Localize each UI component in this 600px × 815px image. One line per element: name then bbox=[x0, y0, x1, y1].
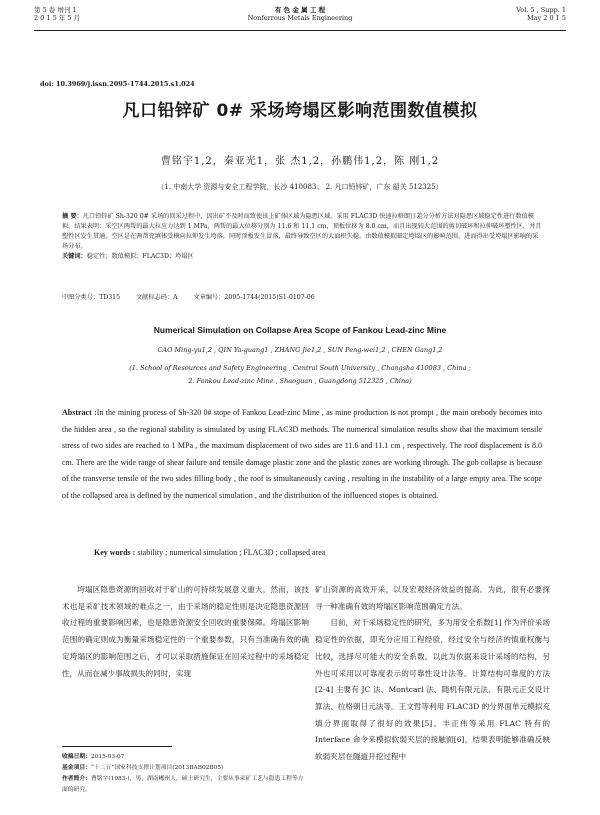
header-date-en: May 2 0 1 5 bbox=[526, 14, 566, 22]
classification-meta bbox=[62, 293, 542, 302]
cn-keywords-label: 关键词： bbox=[62, 253, 87, 260]
body-paragraph: 目前，对于采场稳定性的研究，多为用安全系数[1] 作为评价采场稳定性的依据，即充分应用工程经验，经过安全与经济的慎重权衡与比较，选择尽可能大的安全系数，以此为依据来设计采场的结构，另外也可采用以可靠度表示的可靠性设计法等。计算结构可靠度的方法[2-4] 主要有 JC 法、Montcarl 法、随机有限元法、有限元正交设计算法、拉格朗日元法等。王文哲等利用 FLAC3D 的分界面单元模拟充填分界面取得了很好的效果[5]。丰正伟等采用 FLAC 特有的 Interface 命令来模拟软弱夹层的接触面[6]，结果表明能够准确反映软弱夹层在隧道开挖过程中 bbox=[315, 618, 550, 762]
header-volume: 第 5 卷 增刊 1 bbox=[34, 6, 77, 14]
header-rule bbox=[34, 30, 566, 31]
footnote-received bbox=[62, 752, 307, 763]
paper-title: 凡口铅锌矿 0# 采场垮塌区影响范围数值模拟 bbox=[122, 101, 478, 121]
cn-keywords: 稳定性；数值模拟；FLAC3D；垮塌区 bbox=[86, 253, 194, 260]
header-journal-cn: 有 色 金 属 工 程 bbox=[274, 6, 326, 14]
english-authors: CAO Ming-yu1,2 , QIN Ya-guang1 , ZHANG Jie1,2 , SUN Peng-wei1,2 , CHEN Gang1,2 bbox=[157, 346, 443, 354]
en-keywords: stability ; numerical simulation ; FLAC3D ; collapsed area bbox=[137, 548, 326, 557]
header-journal bbox=[34, 6, 566, 22]
doc-code: 文献标志码：A bbox=[136, 294, 178, 301]
header-vol-en-info bbox=[516, 6, 566, 22]
body-column-right bbox=[315, 582, 550, 766]
english-affiliation bbox=[0, 362, 600, 388]
affiliation: （1. 中南大学 资源与安全工程学院，长沙 410083； 2. 凡口铅锌矿，广东 韶关 512325） bbox=[157, 183, 443, 191]
chinese-abstract bbox=[62, 212, 542, 262]
footnote-rule bbox=[62, 746, 172, 747]
body-column-left bbox=[62, 582, 309, 682]
header-journal-en: Nonferrous Metals Engineering bbox=[247, 14, 353, 22]
body-paragraph: 垮塌区隐患资源的回收对于矿山的可持续发展意义重大，然而，该技术也是采矿技术领域的难点之一，由于采场的稳定性则是决定隐患资源回收过程的重要影响因素，也是隐患资源安全回收的重要保障。垮塌区影响范围的确定则成为衡量采场稳定性的一个重要参数，只有当准确有效的确定垮塌区的影响范围之后，才可以采取措施保证在回采过程中的采场稳定性，从而在减少事故损失的同时，实现 bbox=[62, 585, 309, 678]
body-paragraph: 矿山资源的高效开采，以及宏观经济效益的提高。为此，很有必要探寻一种准确有效的垮塌区影响范围确定方法。 bbox=[315, 585, 550, 611]
footnote-author bbox=[62, 774, 307, 796]
received-label: 收稿日期： bbox=[62, 754, 91, 760]
running-header bbox=[34, 6, 566, 28]
english-keywords-line bbox=[94, 548, 542, 557]
header-vol-en: Vol. 5 , Supp. 1 bbox=[516, 6, 566, 14]
english-affiliation-1: (1. School of Resources and Safety Engineering , Central South University , Changsha 410083 , China ; bbox=[129, 364, 471, 372]
fund-label: 基金项目： bbox=[62, 765, 91, 771]
en-abstract-label: Abstract : bbox=[62, 408, 97, 417]
author-bio-label: 作者简介： bbox=[62, 776, 91, 782]
english-title: Numerical Simulation on Collapse Area Scope of Fankou Lead-zinc Mine bbox=[153, 325, 447, 335]
author-bio: 曹铭宇(1983-)，男，湖南郴州人，硕士研究生，主要从事采矿工艺与隐患工程等方面的研究。 bbox=[62, 776, 304, 793]
en-keywords-label: Key words : bbox=[94, 548, 136, 557]
cn-abstract-label: 摘 要： bbox=[62, 213, 83, 220]
received-date: 2015-03-07 bbox=[91, 754, 125, 760]
article-number: 文章编号：2095-1744(2015)S1-0107-06 bbox=[193, 294, 315, 301]
clc-number: 中图分类号：TD315 bbox=[62, 294, 121, 301]
english-abstract bbox=[62, 405, 542, 504]
doi: doi: 10.3969/j.issn.2095-1744.2015.s1.024 bbox=[40, 80, 195, 88]
fund-text: “十二五”国家科技支撑计划项目(2013BAB02B05) bbox=[91, 765, 224, 771]
english-affiliation-2: 2. Fankou Lead-zinc Mine , Shaoguan , Guangdong 512325 , China) bbox=[188, 377, 412, 385]
authors: 曹铭宇1,2，秦亚光1，张 杰1,2，孙鹏伟1,2，陈 刚1,2 bbox=[160, 156, 440, 167]
footnote bbox=[62, 752, 307, 796]
cn-abstract-text: 凡口铅锌矿 Sh-320 0# 采场的回采过程中，因出矿不及时而致使该上矿体区域为隐患区域。采用 FLAC3D 快速拉格朗日差分分析方法对隐患区域稳定性进行数值模拟。结果表明：采空区两帮的最大拉应力达到 1 MPa，两帮的最大位移分别为 11.6 和 11.1 cm，顶板位移为 8.0 cm，而且出现较大范围的剪切破坏和拉伸破坏塑性区，并且塑性区发生贯通。空区是在两帮充填体受横向拉伸发生垮落，同时顶板发生冒落，最终导致空区的大面积失稳。由数值模拟圈定垮塌区的影响范围，进而得出受垮塌区影响的采场分布。 bbox=[62, 213, 542, 250]
header-date-cn: 2 0 1 5 年 5 月 bbox=[34, 14, 81, 22]
footnote-fund bbox=[62, 763, 307, 774]
en-abstract-text: In the mining process of Sh-320 0# stope of Fankou Lead-zinc Mine , as mine production is not prompt , the main orebody becomes into the hidden area , so the regional stability is simulated by using FLAC3D methods. The numerical simulation results show that the maximum tensile stress of two sides are reached to 1 MPa , the maximum displacement of two sides are 11.6 and 11.1 cm , respectively. The roof displacement is 8.0 cm. There are the wide range of shear failure and tensile damage plastic zone and the plastic zones are working through. The gob collapse is because of the transverse tensile of the two sides filling body , the roof is simultaneously caving , resulting in the instability of a large empty area. The scope of the collapsed area is defined by the numerical simulation , and the distribution of the influenced stopes is obtained. bbox=[62, 408, 542, 500]
